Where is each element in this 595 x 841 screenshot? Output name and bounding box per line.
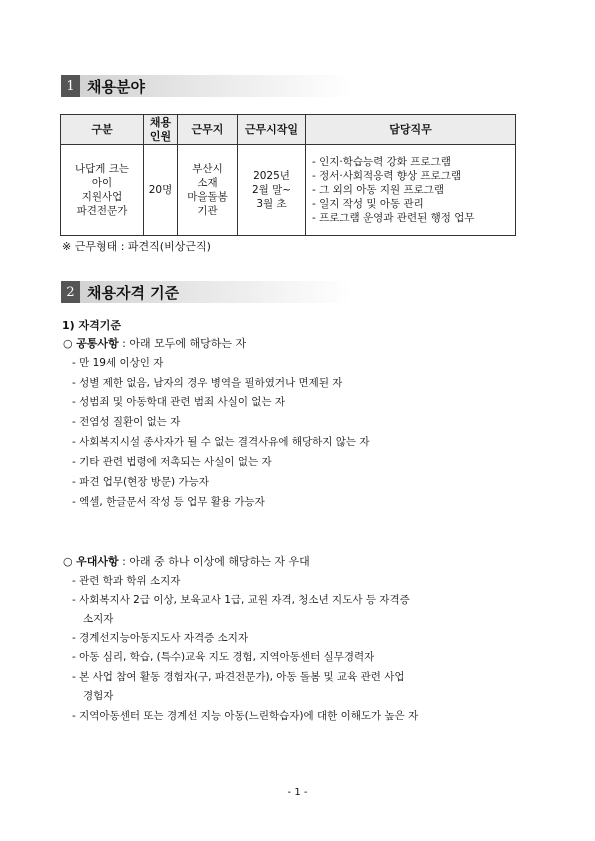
common-description: : 아래 모두에 해당하는 자 (118, 337, 247, 350)
duty-item: - 프로그램 운영과 관련된 행정 업무 (312, 212, 475, 224)
preferred-description: : 아래 중 하나 이상에 해당하는 자 우대 (118, 555, 310, 568)
list-item: - 기타 관련 법령에 저촉되는 사실이 없는 자 (72, 456, 272, 468)
duty-item: - 정서·사회적응력 향상 프로그램 (312, 170, 461, 182)
list-item: - 관련 학과 학위 소지자 (72, 575, 181, 587)
header-location: 근무지 (178, 115, 238, 145)
cell-line: 아이 (91, 177, 113, 189)
list-item: - 사회복지시설 종사자가 될 수 없는 결격사유에 해당하지 않는 자 (72, 436, 370, 448)
cell-headcount: 20명 (144, 145, 178, 236)
section-title: 채용자격 기준 (87, 283, 180, 302)
preferred-label: 우대사항 (76, 555, 119, 568)
list-item: - 아동 심리, 학습, (특수)교육 지도 경험, 지역아동센터 실무경력자 (72, 651, 375, 663)
list-item: - 파견 업무(현장 방문) 가능자 (72, 476, 209, 488)
duty-item: - 그 외의 아동 지원 프로그램 (312, 184, 445, 196)
cell-line: 2월 말~ (251, 184, 292, 196)
cell-line: 3월 초 (256, 198, 287, 210)
list-item: - 만 19세 이상인 자 (72, 357, 164, 369)
section-number: 1 (61, 75, 80, 97)
cell-location (178, 145, 238, 236)
cell-category (61, 145, 144, 236)
list-item: - 성범죄 및 아동학대 관련 범죄 사실이 없는 자 (72, 396, 286, 408)
section-title: 채용분야 (87, 77, 145, 96)
list-item: - 성별 제한 없음, 남자의 경우 병역을 필하였거나 면제된 자 (72, 377, 343, 389)
header-headcount-line: 인원 (149, 129, 172, 143)
list-item: - 본 사업 참여 활동 경험자(구, 파견전문가), 아동 돌봄 및 교육 관련 사업 (72, 671, 405, 683)
list-item-continuation: 경험자 (83, 690, 114, 702)
cell-line: 나답게 크는 (74, 163, 130, 175)
employment-type-note: ※ 근무형태 : 파견직(비상근직) (62, 240, 211, 253)
header-headcount (144, 115, 178, 145)
section-number: 2 (61, 281, 80, 303)
cell-line: 파견전문가 (76, 205, 128, 217)
list-item: - 경계선지능아동지도사 자격증 소지자 (72, 632, 249, 644)
section-2-header (61, 281, 351, 303)
page-number: - 1 - (287, 787, 308, 798)
cell-line: 마을돌봄 (187, 191, 228, 203)
common-requirements-heading (63, 335, 246, 351)
list-item: - 지역아동센터 또는 경계선 지능 아동(느린학습자)에 대한 이해도가 높은 자 (72, 710, 419, 722)
cell-line: 기관 (197, 205, 218, 217)
qualification-subheading: 1) 자격기준 (62, 319, 122, 332)
duty-item: - 일지 작성 및 아동 관리 (312, 198, 424, 210)
duty-item: - 인지·학습능력 강화 프로그램 (312, 156, 451, 168)
section-1-header (61, 75, 351, 97)
header-duties: 담당직무 (306, 115, 516, 145)
cell-line: 부산시 (192, 163, 223, 175)
cell-line: 소재 (197, 177, 218, 189)
list-item: - 전염성 질환이 없는 자 (72, 416, 181, 428)
cell-line: 2025년 (253, 170, 290, 182)
cell-duties (306, 145, 516, 236)
common-label: 공통사항 (76, 337, 119, 350)
header-headcount-line: 채용 (149, 115, 172, 129)
circle-bullet-icon: ○ (63, 337, 73, 350)
cell-start-date (238, 145, 306, 236)
header-start-date: 근무시작일 (238, 115, 306, 145)
recruitment-table (60, 114, 516, 236)
list-item: - 사회복지사 2급 이상, 보육교사 1급, 교원 자격, 청소년 지도사 등 자격증 (72, 594, 410, 606)
table-row (61, 145, 516, 236)
table-header-row (61, 115, 516, 145)
preferred-requirements-heading (63, 553, 310, 569)
cell-line: 지원사업 (81, 191, 123, 203)
circle-bullet-icon: ○ (63, 555, 73, 568)
list-item: - 엑셀, 한글문서 작성 등 업무 활용 가능자 (72, 496, 265, 508)
header-category: 구분 (61, 115, 144, 145)
list-item-continuation: 소지자 (83, 613, 114, 625)
